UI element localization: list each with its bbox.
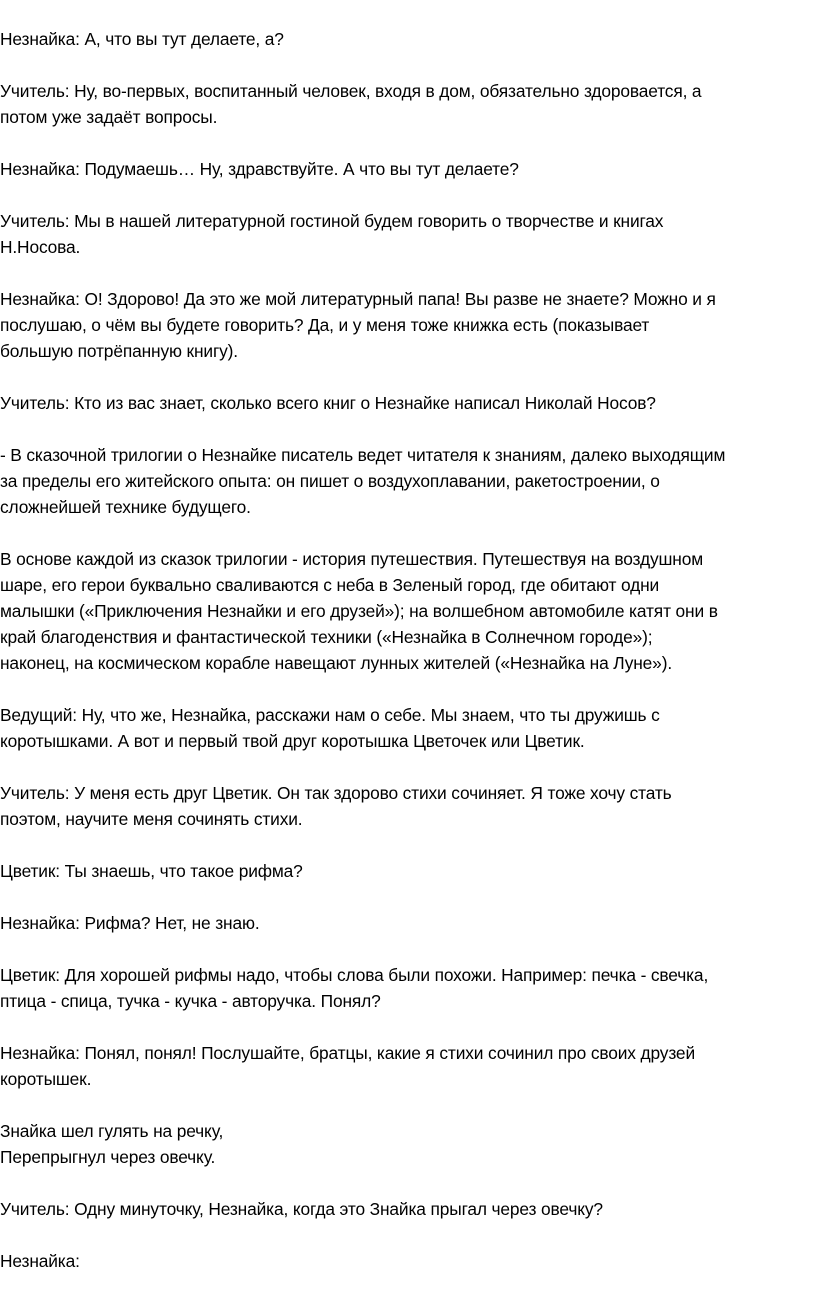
paragraph (0, 208, 816, 260)
text-line: Незнайка: (0, 1251, 80, 1271)
text-line: Незнайка: А, что вы тут делаете, а? (0, 29, 284, 49)
text-line: коротышек. (0, 1069, 92, 1089)
text-line: наконец, на космическом корабле навещают лунных жителей («Незнайка на Луне»). (0, 653, 672, 673)
text-line: большую потрёпанную книгу). (0, 341, 238, 361)
text-line: коротышками. А вот и первый твой друг коротышка Цветочек или Цветик. (0, 731, 585, 751)
text-line: за пределы его житейского опыта: он пишет о воздухоплавании, ракетостроении, о (0, 471, 660, 491)
text-line: Цветик: Ты знаешь, что такое рифма? (0, 861, 303, 881)
text-line: Незнайка: О! Здорово! Да это же мой литературный папа! Вы разве не знаете? Можно и я (0, 289, 716, 309)
paragraph (0, 780, 816, 832)
text-line: Учитель: Мы в нашей литературной гостиной будем говорить о творчестве и книгах (0, 211, 664, 231)
text-line: малышки («Приключения Незнайки и его друзей»); на волшебном автомобиле катят они в (0, 601, 718, 621)
text-line: Перепрыгнул через овечку. (0, 1147, 216, 1167)
text-line: птица - спица, тучка - кучка - авторучка. Понял? (0, 991, 381, 1011)
text-line: сложнейшей технике будущего. (0, 497, 251, 517)
text-line: послушаю, о чём вы будете говорить? Да, и у меня тоже книжка есть (показывает (0, 315, 650, 335)
text-line: шаре, его герои буквально сваливаются с неба в Зеленый город, где обитают одни (0, 575, 660, 595)
paragraph (0, 1248, 816, 1274)
paragraph (0, 390, 816, 416)
paragraph (0, 1196, 816, 1222)
paragraph (0, 442, 816, 520)
text-line: Цветик: Для хорошей рифмы надо, чтобы слова были похожи. Например: печка - свечка, (0, 965, 709, 985)
text-line: - В сказочной трилогии о Незнайке писатель ведет читателя к знаниям, далеко выходящим (0, 445, 726, 465)
text-line: Знайка шел гулять на речку, (0, 1121, 224, 1141)
paragraph (0, 26, 816, 52)
paragraph (0, 962, 816, 1014)
paragraph (0, 858, 816, 884)
text-line: Незнайка: Рифма? Нет, не знаю. (0, 913, 260, 933)
text-line: Незнайка: Понял, понял! Послушайте, братцы, какие я стихи сочинил про своих друзей (0, 1043, 695, 1063)
paragraph (0, 78, 816, 130)
text-line: Учитель: У меня есть друг Цветик. Он так здорово стихи сочиняет. Я тоже хочу стать (0, 783, 672, 803)
paragraph (0, 546, 816, 676)
text-line: Н.Носова. (0, 237, 81, 257)
text-line: Учитель: Ну, во-первых, воспитанный человек, входя в дом, обязательно здоровается, а (0, 81, 702, 101)
paragraph (0, 286, 816, 364)
text-line: край благоденствия и фантастической техники («Незнайка в Солнечном городе»); (0, 627, 653, 647)
text-line: поэтом, научите меня сочинять стихи. (0, 809, 303, 829)
text-line: Учитель: Одну минуточку, Незнайка, когда это Знайка прыгал через овечку? (0, 1199, 603, 1219)
paragraph (0, 702, 816, 754)
text-line: Учитель: Кто из вас знает, сколько всего книг о Незнайке написал Николай Носов? (0, 393, 656, 413)
text-line: Ведущий: Ну, что же, Незнайка, расскажи нам о себе. Мы знаем, что ты дружишь с (0, 705, 660, 725)
document-body (0, 26, 816, 1300)
text-line: потом уже задаёт вопросы. (0, 107, 218, 127)
paragraph (0, 910, 816, 936)
text-line: Незнайка: Подумаешь… Ну, здравствуйте. А что вы тут делаете? (0, 159, 519, 179)
paragraph (0, 156, 816, 182)
text-line: В основе каждой из сказок трилогии - история путешествия. Путешествуя на воздушном (0, 549, 703, 569)
paragraph (0, 1040, 816, 1092)
paragraph (0, 1118, 816, 1170)
